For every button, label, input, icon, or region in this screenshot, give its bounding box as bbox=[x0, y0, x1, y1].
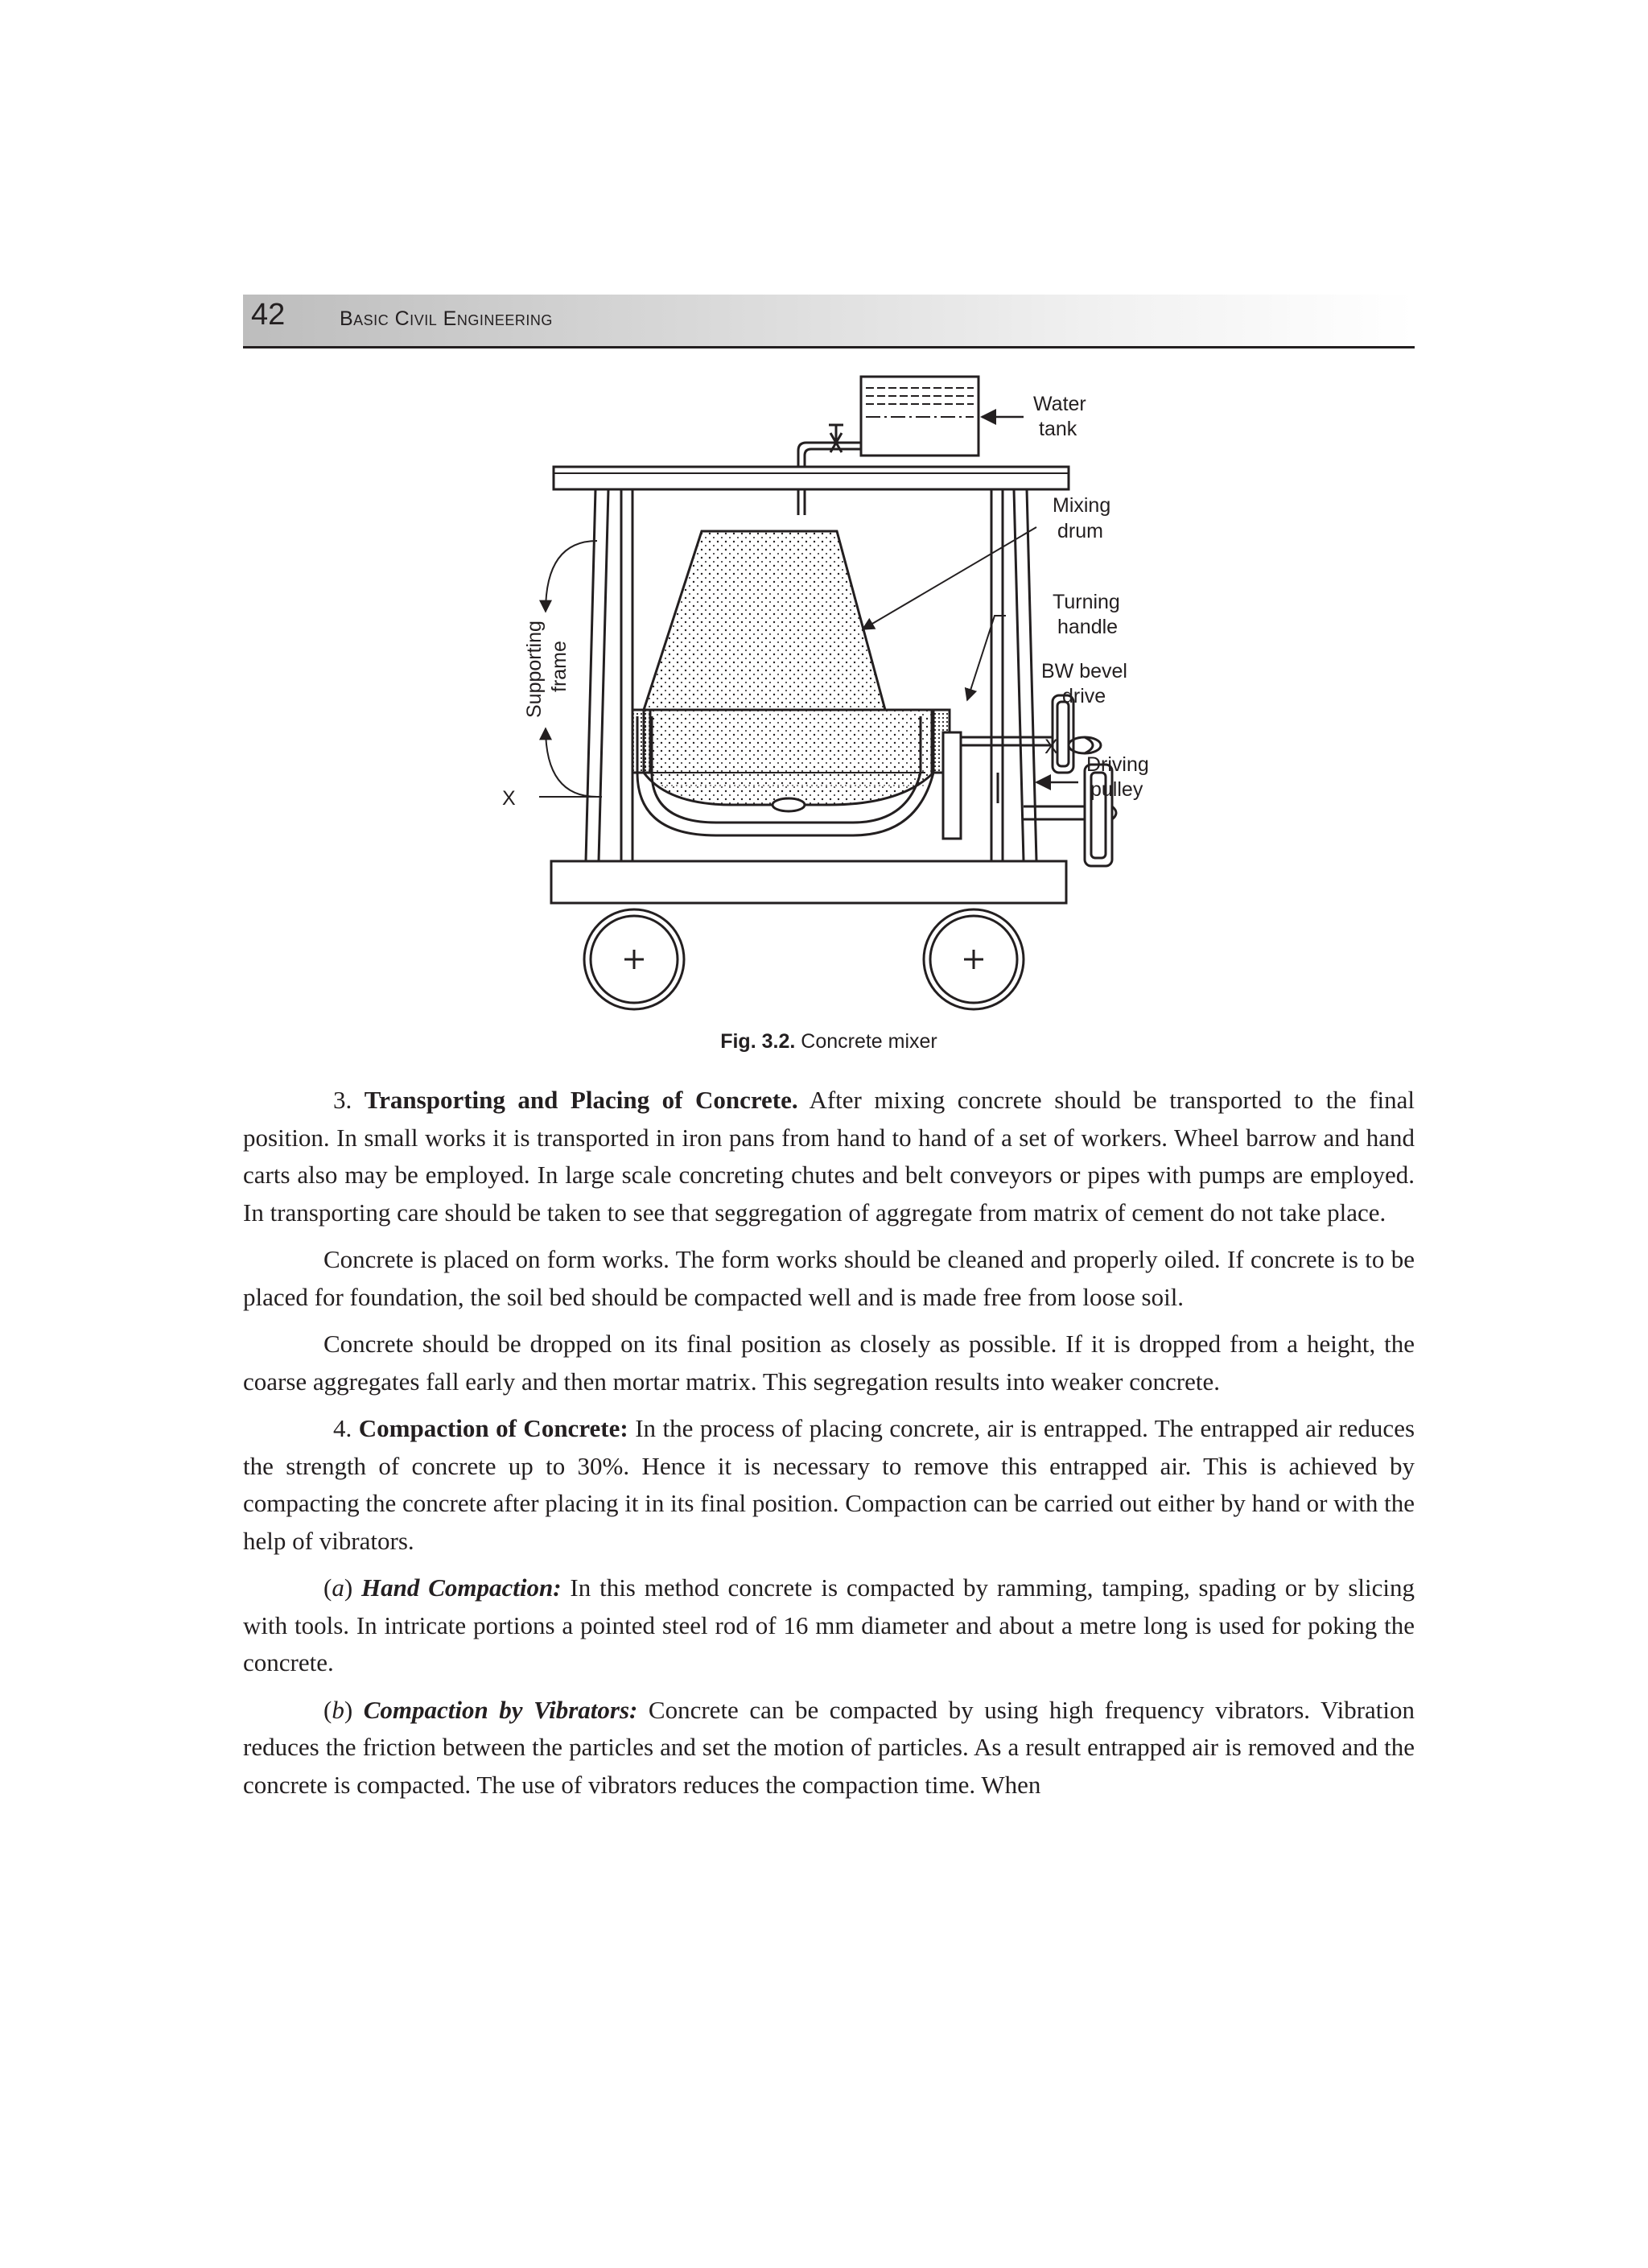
book-title: Basic Civil Engineering bbox=[340, 307, 553, 330]
label-frame: frame bbox=[548, 641, 571, 692]
figure-number: Fig. 3.2. bbox=[720, 1030, 796, 1053]
label-supporting: Supporting bbox=[523, 621, 546, 718]
section-heading: Transporting and Placing of Concrete. bbox=[364, 1086, 798, 1114]
running-header bbox=[243, 295, 1415, 348]
subsection-heading: Hand Compaction: bbox=[361, 1573, 562, 1602]
label-pulley: pulley bbox=[1090, 778, 1143, 801]
label-x-right: X bbox=[1044, 736, 1058, 758]
label-tank: tank bbox=[1039, 418, 1077, 440]
paragraph-text: In the process of placing concrete, air is entrapped. The entrapped air reduces the strength of concrete up to 30%. Hence it is necessary to remove this entrapped air. This is achieved by compacting the concrete after placing it in its final position. Compaction can be carried out either by hand or with the help of vibrators. bbox=[243, 1414, 1415, 1555]
paragraph-dropping bbox=[243, 1326, 1415, 1400]
figure-caption bbox=[243, 1030, 1415, 1054]
paragraph-vibrators: (b) Compaction by Vibrators: Concrete can be compacted by using high frequency vibrators. Vibration reduces the friction between the particles and set the motion of particles. As a result entrapped air is removed and the concrete is compacted. The use of vibrators reduces the compaction time. When bbox=[243, 1695, 1415, 1799]
paragraph-text: In this method concrete is compacted by ramming, tamping, spading or by slicing with tools. In intricate portions a pointed steel rod of 16 mm diameter and about a metre long is used for poking the concrete. bbox=[243, 1573, 1415, 1676]
body-text bbox=[243, 1082, 1415, 1813]
item-letter: a bbox=[332, 1573, 344, 1602]
label-turning: Turning bbox=[1053, 591, 1120, 613]
label-water: Water bbox=[1033, 393, 1086, 415]
top-beam bbox=[554, 467, 1069, 489]
figure-title: Concrete mixer bbox=[801, 1030, 937, 1053]
water-tank bbox=[861, 377, 978, 456]
paragraph-transporting bbox=[243, 1082, 1415, 1231]
base-platform bbox=[551, 861, 1066, 903]
paragraph-number: 3. bbox=[333, 1086, 352, 1114]
label-mixing: Mixing bbox=[1053, 494, 1111, 517]
paragraph-text: Concrete can be compacted by using high frequency vibrators. Vibration reduces the friction between the particles and set the motion of particles. As a result entrapped air is removed and the concrete is compacted. The use of vibrators reduces the compaction time. When bbox=[243, 1695, 1415, 1799]
paragraph-text: Concrete is placed on form works. The form works should be cleaned and properly oiled. If concrete is to be placed for foundation, the soil bed should be compacted well and is made free from loose soil. bbox=[243, 1245, 1415, 1311]
paragraph-placing bbox=[243, 1241, 1415, 1316]
label-handle: handle bbox=[1057, 616, 1119, 638]
page-number: 42 bbox=[251, 298, 286, 332]
section-heading: Compaction of Concrete: bbox=[358, 1414, 628, 1442]
paragraph-text: Concrete should be dropped on its final position as closely as possible. If it is dropped from a height, the coarse aggregates fall early and then mortar matrix. This segregation results into weaker concrete. bbox=[243, 1330, 1415, 1396]
label-driving: Driving bbox=[1086, 753, 1149, 776]
front-wheel bbox=[584, 909, 684, 1009]
subsection-heading: Compaction by Vibrators: bbox=[363, 1695, 638, 1724]
label-drive: drive bbox=[1062, 685, 1106, 707]
mixing-drum bbox=[632, 531, 950, 811]
label-drum: drum bbox=[1057, 520, 1103, 542]
rear-wheel bbox=[924, 909, 1024, 1009]
item-letter: b bbox=[332, 1695, 344, 1724]
label-x-left: X bbox=[502, 787, 516, 810]
concrete-mixer-figure bbox=[451, 354, 1207, 1038]
paragraph-text: After mixing concrete should be transported to the final position. In small works it is transported in iron pans from hand to hand of a set of workers. Wheel barrow and hand carts also may be employed. In large scale concreting chutes and belt conveyors or pipes with pumps are employed. In transporting care should be taken to see that seggregation of aggregate from matrix of cement do not take place. bbox=[243, 1086, 1415, 1227]
paragraph-hand-compaction: (a) Hand Compaction: In this method concrete is compacted by ramming, tamping, spading or by slicing with tools. In intricate portions a pointed steel rod of 16 mm diameter and about a metre long is used for poking the concrete. bbox=[243, 1573, 1415, 1676]
paragraph-number: 4. bbox=[333, 1414, 352, 1442]
concrete-mixer-diagram bbox=[451, 354, 1207, 1038]
paragraph-compaction bbox=[243, 1410, 1415, 1560]
label-bw-bevel: BW bevel bbox=[1041, 660, 1127, 682]
